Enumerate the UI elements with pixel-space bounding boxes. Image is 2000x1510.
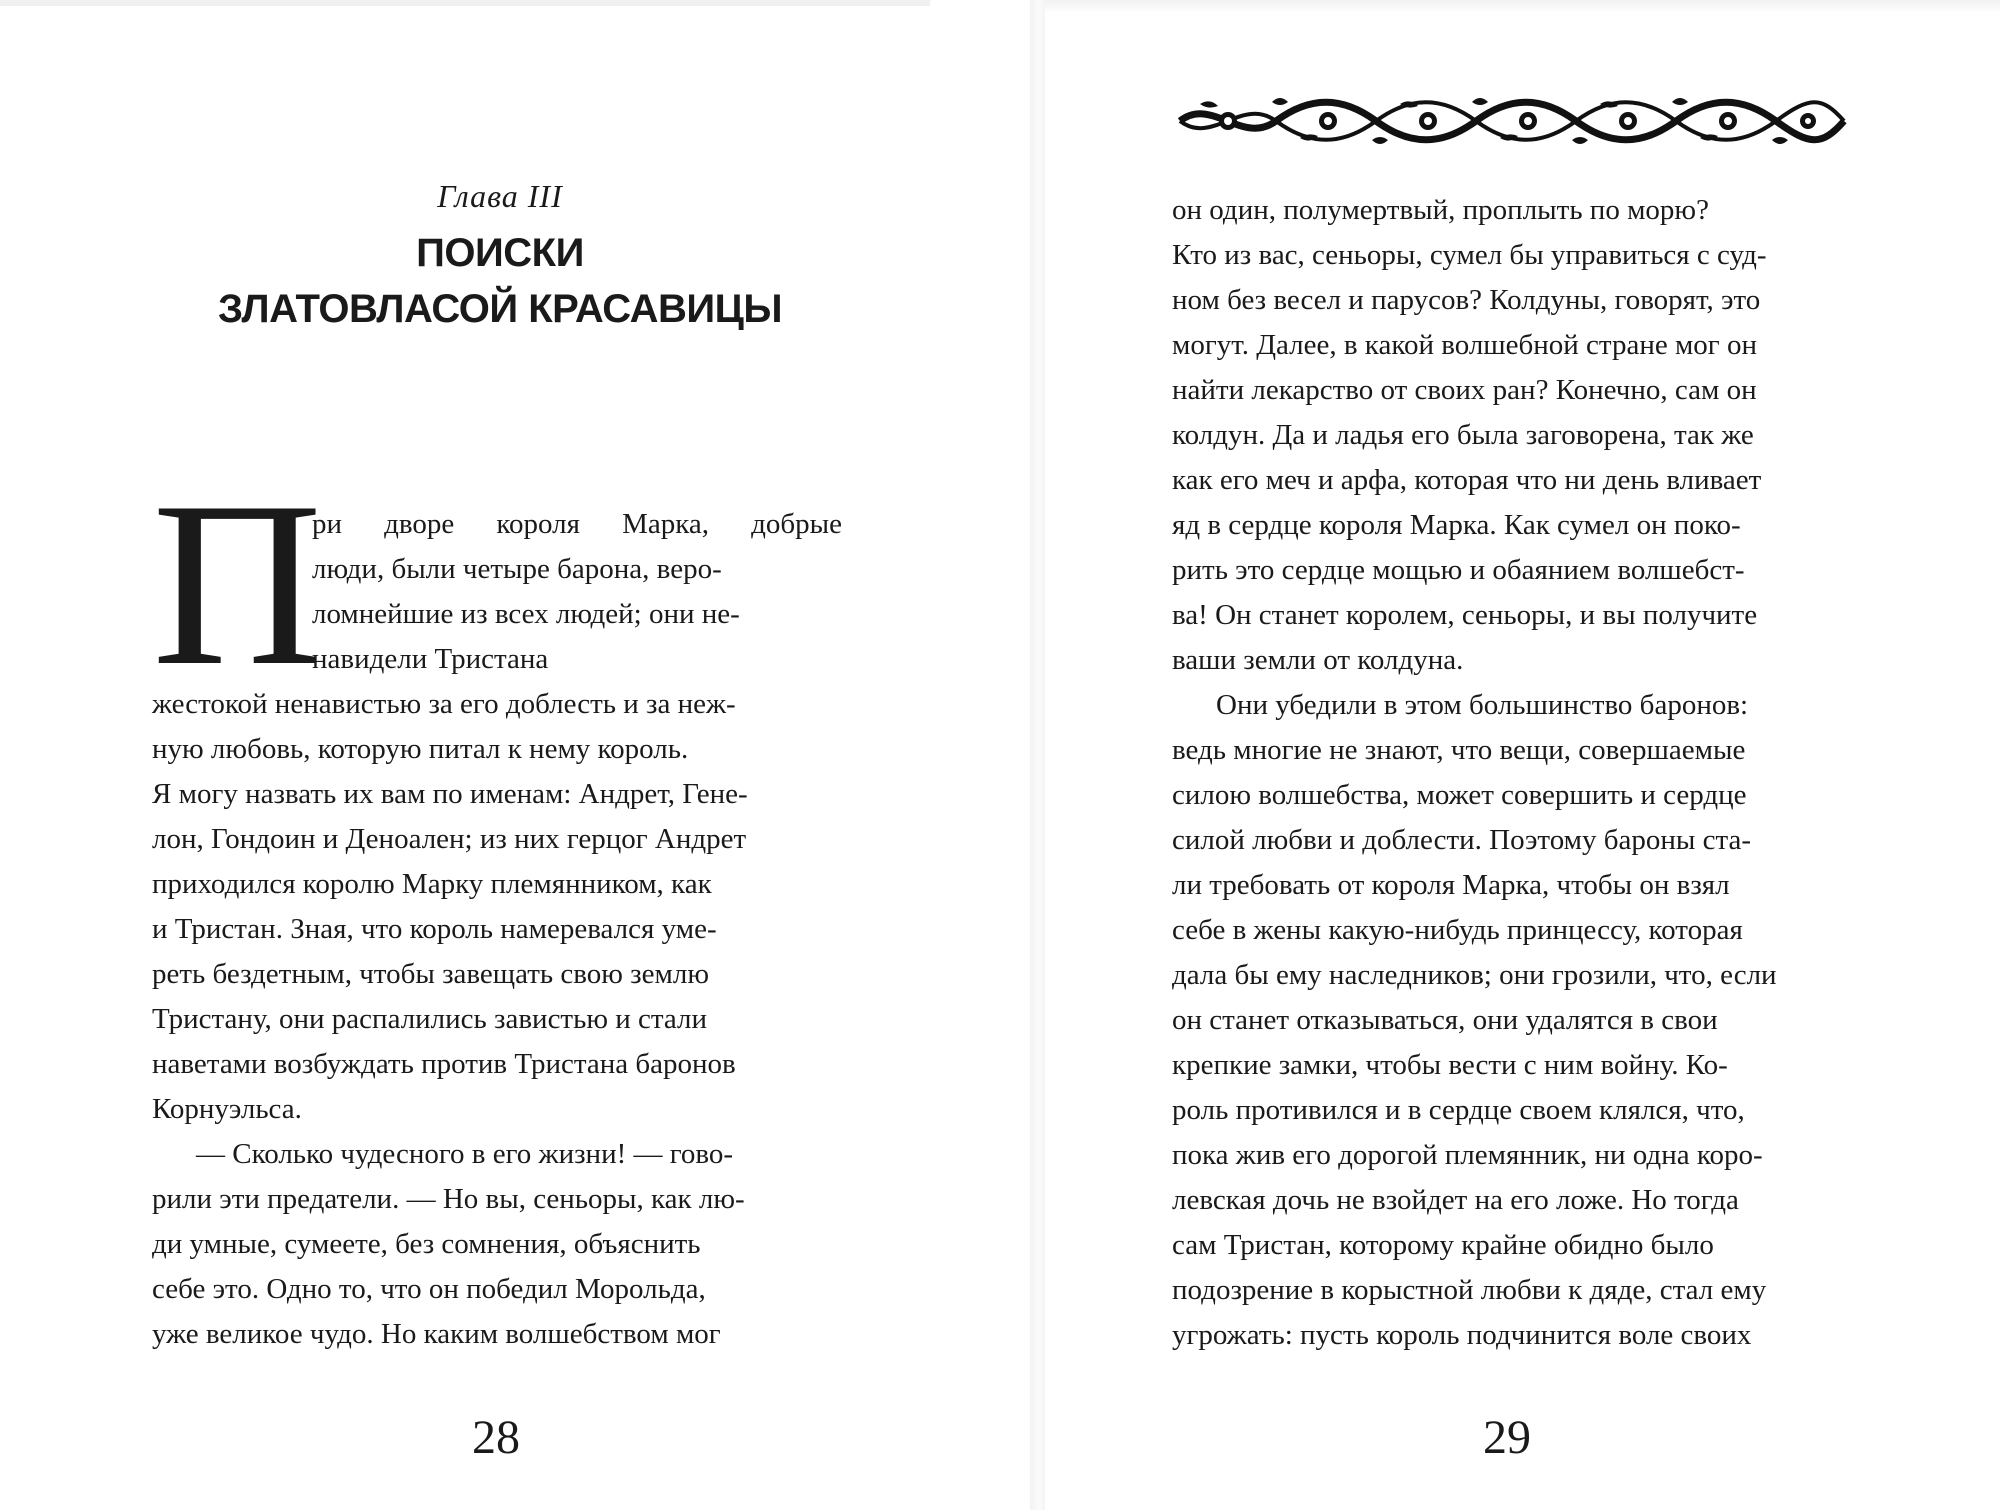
text-line: люди, были четыре барона, веро- (312, 553, 722, 585)
text-line: ведь многие не знают, что вещи, совершаемые (1172, 734, 1746, 766)
text-line: рить это сердце мощью и обаянием волшебст- (1172, 554, 1745, 586)
text-line: — Сколько чудесного в его жизни! — гово- (196, 1138, 734, 1170)
text-line: и Тристан. Зная, что король намеревался уме- (152, 913, 717, 945)
text-line: силою волшебства, может совершить и сердце (1172, 779, 1747, 811)
text-line: пока жив его дорогой племянник, ни одна коро- (1172, 1139, 1763, 1171)
text-line: как его меч и арфа, которая что ни день вливает (1172, 464, 1762, 496)
text-line: ломнейшие из всех людей; они не- (312, 598, 740, 630)
text-line: ном без весел и парусов? Колдуны, говорят, это (1172, 284, 1761, 316)
text-line: лон, Гондоин и Деноален; из них герцог Андрет (152, 823, 747, 855)
text-line: наветами возбуждать против Тристана баронов (152, 1048, 736, 1080)
text-line: крепкие замки, чтобы вести с ним войну. Ко- (1172, 1049, 1728, 1081)
chapter-title-line: ПОИСКИ (416, 231, 584, 275)
text-line: могут. Далее, в какой волшебной стране мог он (1172, 329, 1757, 361)
floral-vine-ornament (1172, 92, 1852, 150)
text-line: уже великое чудо. Но каким волшебством мог (152, 1318, 721, 1350)
text-line: ли требовать от короля Марка, чтобы он взял (1172, 869, 1730, 901)
chapter-label: Глава III (437, 178, 563, 214)
text-line: силой любви и доблести. Поэтому бароны ста- (1172, 824, 1752, 856)
text-line: ва! Он станет королем, сеньоры, и вы получите (1172, 599, 1758, 631)
text-line: найти лекарство от своих ран? Конечно, сам он (1172, 374, 1757, 406)
text-line: приходился королю Марку племянником, как (152, 868, 712, 900)
text-line: он один, полумертвый, проплыть по морю? (1172, 194, 1709, 226)
text-line: себе это. Одно то, что он победил Морольда, (152, 1273, 706, 1305)
text-line: дала бы ему наследников; они грозили, что, если (1172, 959, 1777, 991)
text-line: ди умные, сумеете, без сомнения, объяснить (152, 1228, 701, 1260)
text-line: навидели Тристана (312, 643, 549, 675)
text-line: роль противился и в сердце своем клялся, что, (1172, 1094, 1745, 1126)
chapter-title-line: ЗЛАТОВЛАСОЙ КРАСАВИЦЫ (217, 287, 783, 331)
book-gutter (1030, 0, 1045, 1510)
drop-cap: П (152, 454, 323, 715)
text-line: ри дворе короля Марка, добрые (312, 508, 842, 540)
text-line: реть бездетным, чтобы завещать свою землю (152, 958, 709, 990)
text-line: ваши земли от колдуна. (1172, 644, 1464, 676)
page-edge-shadow (0, 0, 930, 6)
text-line: колдун. Да и ладья его была заговорена, так же (1172, 419, 1754, 451)
chapter-title (0, 225, 1000, 337)
text-line: рили эти предатели. — Но вы, сеньоры, как лю- (152, 1183, 745, 1215)
page-number: 28 (472, 1411, 520, 1464)
text-line: Они убедили в этом большинство баронов: (1216, 689, 1749, 721)
text-line: подозрение в корыстной любви к дяде, стал ему (1172, 1274, 1767, 1306)
text-line: угрожать: пусть король подчинится воле своих (1172, 1319, 1752, 1351)
page-number: 29 (1483, 1411, 1531, 1464)
text-line: жестокой ненавистью за его доблесть и за неж- (152, 688, 736, 720)
page-edge-shadow (1045, 0, 2000, 14)
text-line: ную любовь, которую питал к нему король. (152, 733, 689, 765)
text-line: себе в жены какую-нибудь принцессу, которая (1172, 914, 1743, 946)
text-line: Тристану, они распалились завистью и стали (152, 1003, 708, 1035)
text-line: сам Тристан, которому крайне обидно было (1172, 1229, 1714, 1261)
text-line: Кто из вас, сеньоры, сумел бы управиться с суд- (1172, 239, 1767, 271)
text-line: яд в сердце короля Марка. Как сумел он поко- (1172, 509, 1741, 541)
text-line: он станет отказываться, они удалятся в свои (1172, 1004, 1718, 1036)
text-line: левская дочь не взойдет на его ложе. Но тогда (1172, 1184, 1739, 1216)
text-line: Я могу назвать их вам по именам: Андрет, Гене- (152, 778, 748, 810)
text-line: Корнуэльса. (152, 1093, 302, 1125)
